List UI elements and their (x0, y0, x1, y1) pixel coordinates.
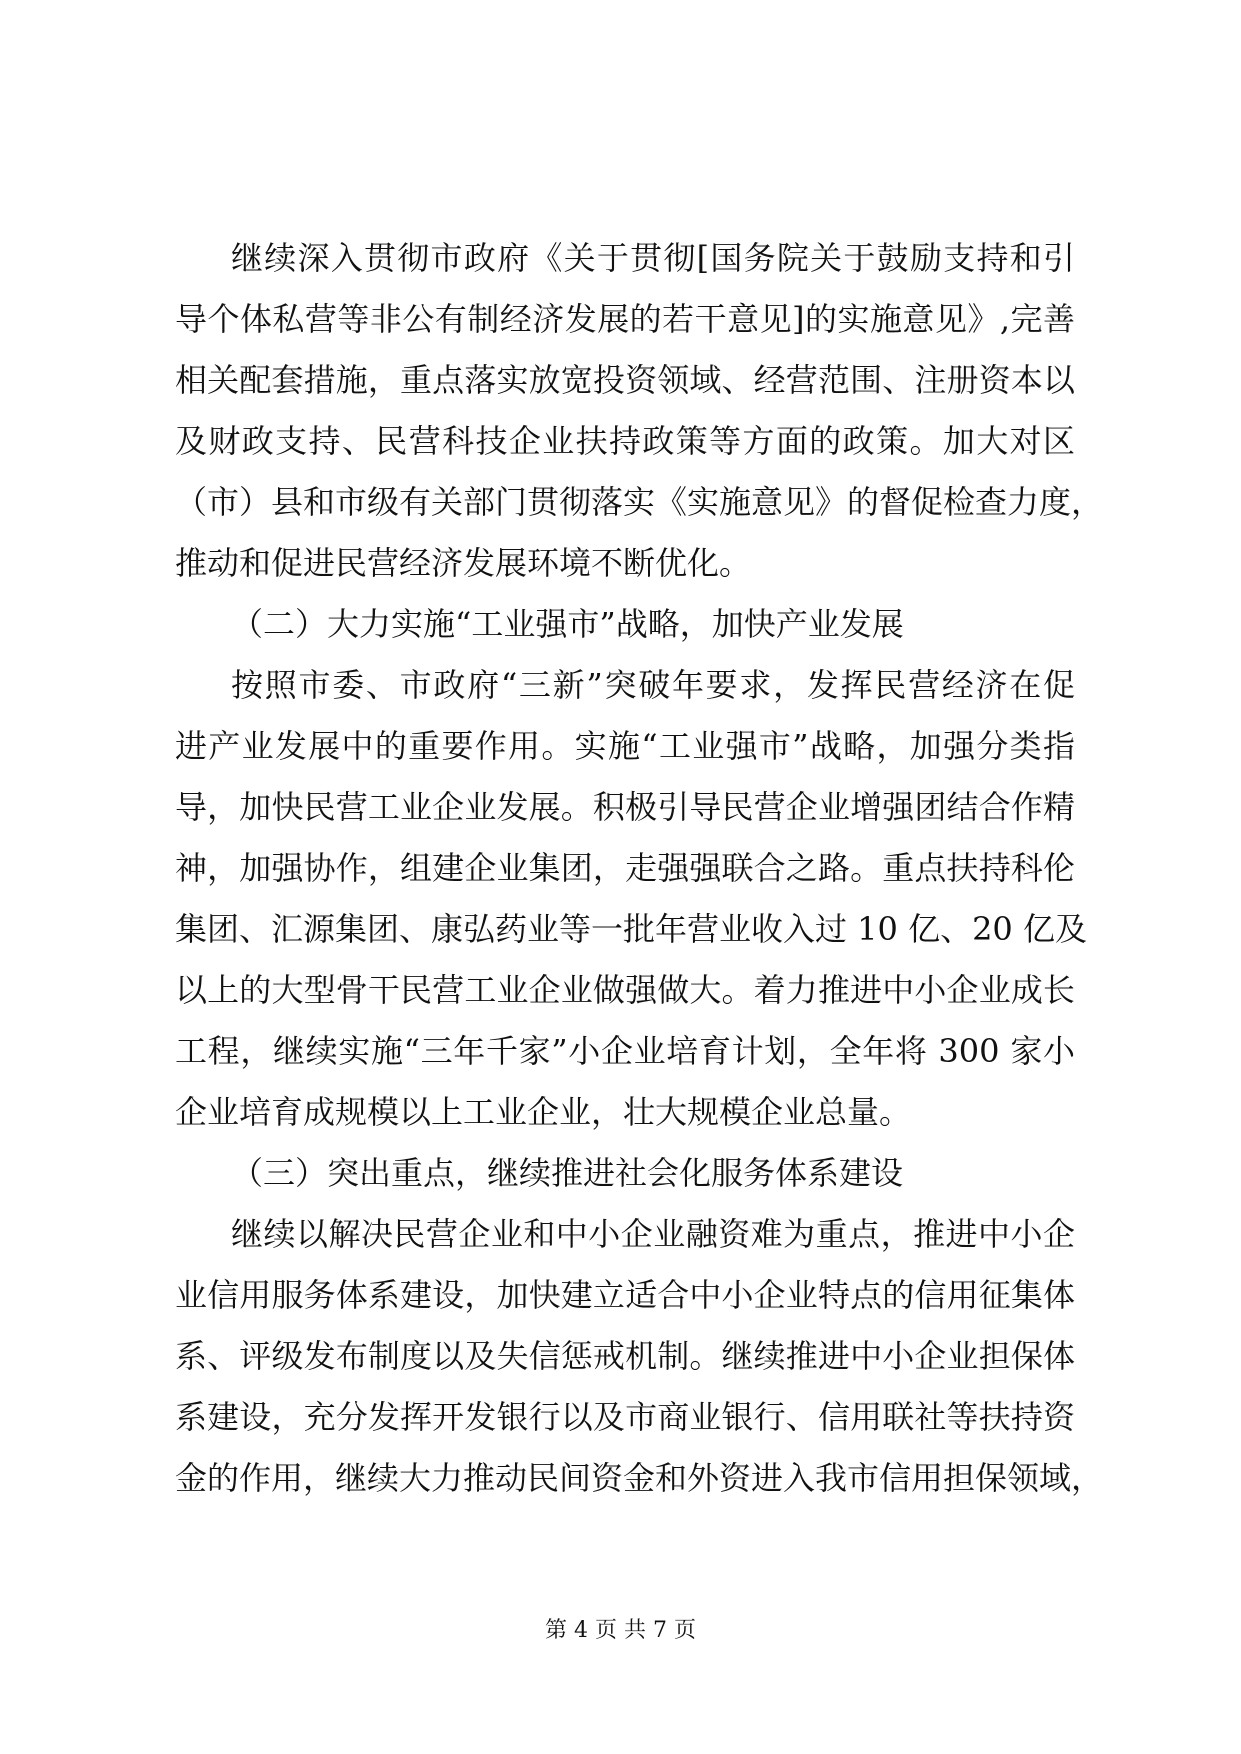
text-line: 企业培育成规模以上工业企业，壮大规模企业总量。 (175, 1093, 912, 1131)
text-line: 工程，继续实施“三年千家”小企业培育计划，全年将 300 家小 (175, 1032, 1075, 1070)
section-heading (175, 594, 1075, 655)
text-line: 神，加强协作，组建企业集团，走强强联合之路。重点扶持科伦 (175, 849, 1075, 887)
body-paragraph (175, 228, 1104, 594)
body-paragraph (175, 655, 1087, 1143)
text-line: 推动和促进民营经济发展环境不断优化。 (175, 544, 752, 582)
text-line: 及财政支持、民营科技企业扶持政策等方面的政策。加大对区 (175, 422, 1075, 460)
text-line: 系、评级发布制度以及失信惩戒机制。继续推进中小企业担保体 (175, 1337, 1075, 1375)
text-line: 继续以解决民营企业和中小企业融资难为重点，推进中小企 (231, 1215, 1075, 1253)
heading-line: （三）突出重点，继续推进社会化服务体系建设 (231, 1154, 904, 1192)
text-line: 导，加快民营工业企业发展。积极引导民营企业增强团结合作精 (175, 788, 1075, 826)
section-heading (175, 1143, 1075, 1204)
text-line: 业信用服务体系建设，加快建立适合中小企业特点的信用征集体 (175, 1276, 1075, 1314)
page-footer: 第 4 页 共 7 页 (545, 1618, 696, 1643)
heading-line: （二）大力实施“工业强市”战略，加快产业发展 (231, 605, 904, 643)
text-line: 集团、汇源集团、康弘药业等一批年营业收入过 10 亿、20 亿及 (175, 910, 1087, 948)
text-line: 以上的大型骨干民营工业企业做强做大。着力推进中小企业成长 (175, 971, 1075, 1009)
text-line: 继续深入贯彻市政府《关于贯彻[国务院关于鼓励支持和引 (231, 239, 1075, 277)
text-line: 系建设，充分发挥开发银行以及市商业银行、信用联社等扶持资 (175, 1398, 1075, 1436)
text-line: 导个体私营等非公有制经济发展的若干意见]的实施意见》,完善 (175, 300, 1075, 338)
document-body (175, 228, 1104, 1509)
text-line: （市）县和市级有关部门贯彻落实《实施意见》的督促检查力度， (175, 483, 1104, 521)
text-line: 相关配套措施，重点落实放宽投资领域、经营范围、注册资本以 (175, 361, 1075, 399)
text-line: 进产业发展中的重要作用。实施“工业强市”战略，加强分类指 (175, 727, 1075, 765)
body-paragraph (175, 1204, 1104, 1509)
text-line: 金的作用，继续大力推动民间资金和外资进入我市信用担保领域， (175, 1459, 1104, 1497)
text-line: 按照市委、市政府“三新”突破年要求，发挥民营经济在促 (231, 666, 1075, 704)
